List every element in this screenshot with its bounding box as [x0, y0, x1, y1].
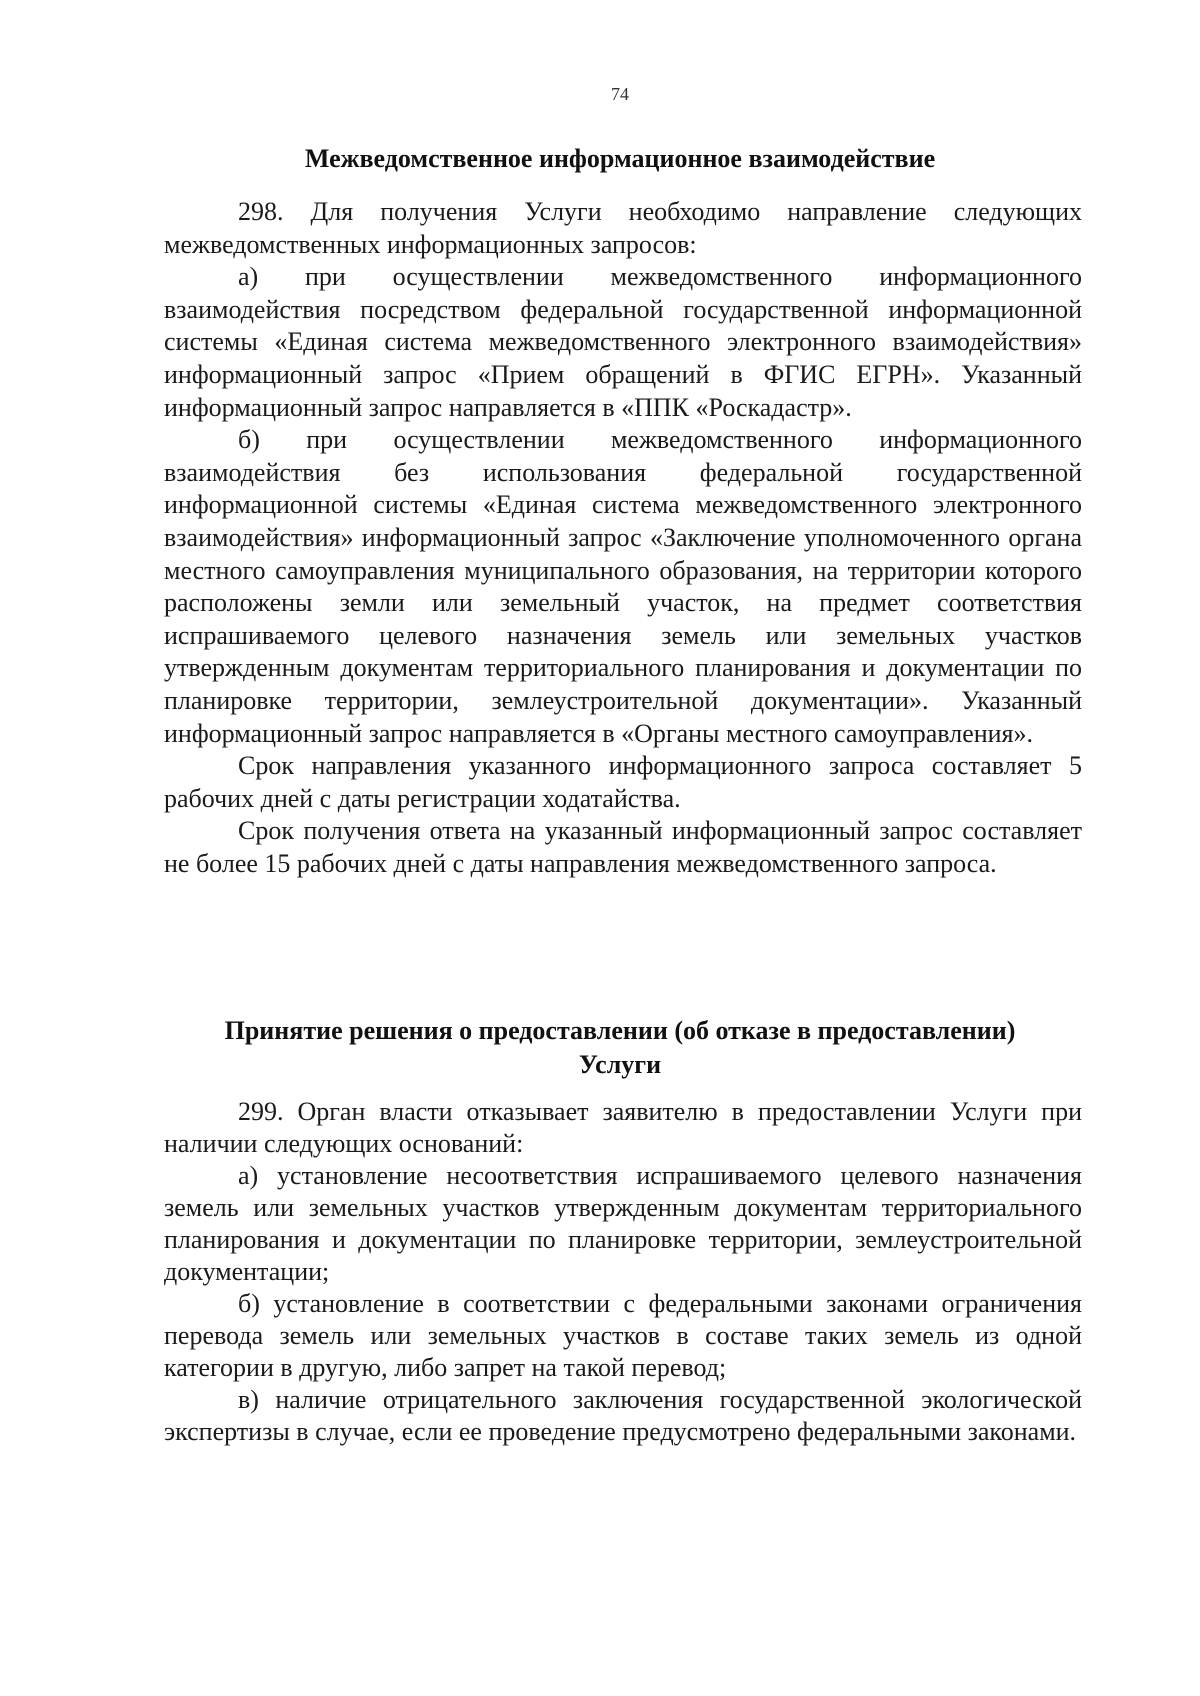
paragraph-299: 299. Орган власти отказывает заявителю в предоставлении Услуги при наличии следующих оснований: [164, 1097, 1082, 1158]
paragraph-299-b: б) установление в соответствии с федеральными законами ограничения перевода земель или земельных участков в составе таких земель из одной категории в другую, либо запрет на такой перевод; [164, 1289, 1082, 1382]
section-body-decision [164, 1096, 1082, 1448]
section-title-decision [160, 1014, 1080, 1082]
paragraph-299-a: а) установление несоответствия испрашиваемого целевого назначения земель или земельных участков утвержденным документам территориального планирования и документации по планировке территории, землеустроительной документации; [164, 1161, 1082, 1286]
paragraph-298-b: б) при осуществлении межведомственного информационного взаимодействия без использования федеральной государственной информационной системы «Единая система межведомственного электронного взаимодействия» информационный запрос «Заключение уполномоченного органа местного самоуправления муниципального образования, на территории которого расположены земли или земельный участок, на предмет соответствия испрашиваемого целевого назначения земель или земельных участков утвержденным документам территориального планирования и документации по планировке территории, землеустроительной документации». Указанный информационный запрос направляется в «Органы местного самоуправления». [164, 425, 1082, 748]
section-body-interagency [164, 196, 1082, 880]
paragraph-299-v: в) наличие отрицательного заключения государственной экологической экспертизы в случае, если ее проведение предусмотрено федеральными законами. [164, 1385, 1082, 1446]
paragraph-request-deadline: Срок направления указанного информационного запроса составляет 5 рабочих дней с даты регистрации ходатайства. [164, 751, 1082, 813]
page-number: 74 [611, 84, 629, 104]
paragraph-response-deadline: Срок получения ответа на указанный информационный запрос составляет не более 15 рабочих дней с даты направления межведомственного запроса. [164, 816, 1082, 878]
section-title-decision-line2: Услуги [578, 1050, 662, 1079]
paragraph-298: 298. Для получения Услуги необходимо направление следующих межведомственных информационных запросов: [164, 197, 1082, 259]
section-title-decision-line1: Принятие решения о предоставлении (об отказе в предоставлении) [224, 1016, 1016, 1045]
section-title-interagency: Межведомственное информационное взаимодействие [304, 144, 936, 173]
paragraph-298-a: а) при осуществлении межведомственного информационного взаимодействия посредством федеральной государственной информационной системы «Единая система межведомственного электронного взаимодействия» информационный запрос «Прием обращений в ФГИС ЕГРН». Указанный информационный запрос направляется в «ППК «Роскадастр». [164, 262, 1082, 422]
